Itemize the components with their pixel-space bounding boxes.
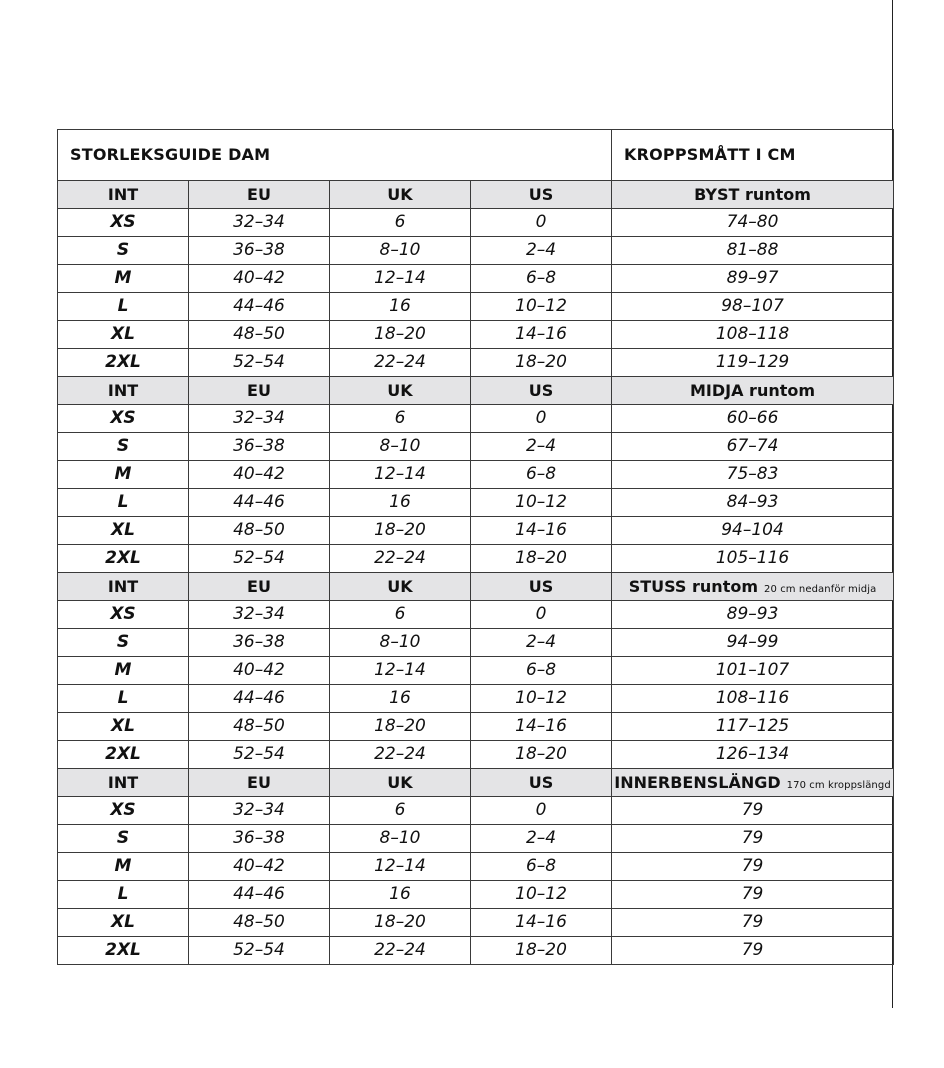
size-eu-cell: 48–50 xyxy=(189,517,330,545)
size-eu-cell: 48–50 xyxy=(189,321,330,349)
size-eu-cell: 52–54 xyxy=(189,741,330,769)
size-uk-cell: 16 xyxy=(330,293,471,321)
size-us-cell: 0 xyxy=(471,601,612,629)
column-header-us: US xyxy=(471,573,612,601)
size-eu-cell: 32–34 xyxy=(189,209,330,237)
measurement-value-cell: 79 xyxy=(612,853,894,881)
table-row xyxy=(58,433,894,461)
measurement-value-cell: 105–116 xyxy=(612,545,894,573)
table-row xyxy=(58,237,894,265)
size-us-cell: 14–16 xyxy=(471,909,612,937)
size-int-cell: M xyxy=(58,657,189,685)
size-int-cell: S xyxy=(58,825,189,853)
column-header-uk: UK xyxy=(330,377,471,405)
measurement-note: 20 cm nedanför midja xyxy=(764,583,877,595)
size-eu-cell: 40–42 xyxy=(189,265,330,293)
measurement-value-cell: 94–99 xyxy=(612,629,894,657)
size-us-cell: 0 xyxy=(471,209,612,237)
size-int-cell: S xyxy=(58,237,189,265)
size-us-cell: 6–8 xyxy=(471,657,612,685)
section-header-row xyxy=(58,181,894,209)
size-int-cell: 2XL xyxy=(58,937,189,965)
column-header-us: US xyxy=(471,181,612,209)
size-uk-cell: 6 xyxy=(330,405,471,433)
table-title: STORLEKSGUIDE DAM xyxy=(58,130,612,181)
size-uk-cell: 22–24 xyxy=(330,545,471,573)
size-uk-cell: 16 xyxy=(330,881,471,909)
size-us-cell: 10–12 xyxy=(471,881,612,909)
column-header-int: INT xyxy=(58,377,189,405)
size-int-cell: XL xyxy=(58,713,189,741)
measurement-value-cell: 79 xyxy=(612,825,894,853)
table-row xyxy=(58,265,894,293)
size-int-cell: XS xyxy=(58,209,189,237)
size-int-cell: M xyxy=(58,265,189,293)
measurement-label: STUSS runtom xyxy=(628,576,758,596)
table-row xyxy=(58,853,894,881)
size-eu-cell: 40–42 xyxy=(189,461,330,489)
measurement-header xyxy=(612,377,894,405)
table-row xyxy=(58,601,894,629)
measurement-label: MIDJA runtom xyxy=(689,380,816,400)
size-us-cell: 14–16 xyxy=(471,713,612,741)
column-header-int: INT xyxy=(58,181,189,209)
size-int-cell: S xyxy=(58,433,189,461)
size-eu-cell: 48–50 xyxy=(189,909,330,937)
size-eu-cell: 44–46 xyxy=(189,293,330,321)
size-us-cell: 2–4 xyxy=(471,825,612,853)
size-us-cell: 2–4 xyxy=(471,629,612,657)
measurement-header xyxy=(612,769,894,797)
measurement-value-cell: 79 xyxy=(612,909,894,937)
measurement-value-cell: 84–93 xyxy=(612,489,894,517)
size-int-cell: XL xyxy=(58,517,189,545)
size-eu-cell: 48–50 xyxy=(189,713,330,741)
measurement-value-cell: 89–97 xyxy=(612,265,894,293)
table-row xyxy=(58,321,894,349)
measure-title: KROPPSMÅTT I CM xyxy=(612,130,894,181)
table-row xyxy=(58,461,894,489)
size-uk-cell: 12–14 xyxy=(330,657,471,685)
table-row xyxy=(58,405,894,433)
measurement-value-cell: 75–83 xyxy=(612,461,894,489)
size-eu-cell: 40–42 xyxy=(189,853,330,881)
size-uk-cell: 8–10 xyxy=(330,629,471,657)
measurement-value-cell: 60–66 xyxy=(612,405,894,433)
measurement-value-cell: 67–74 xyxy=(612,433,894,461)
size-eu-cell: 36–38 xyxy=(189,433,330,461)
title-row xyxy=(58,130,894,181)
column-header-uk: UK xyxy=(330,573,471,601)
measurement-value-cell: 117–125 xyxy=(612,713,894,741)
column-header-eu: EU xyxy=(189,181,330,209)
measurement-value-cell: 81–88 xyxy=(612,237,894,265)
table-row xyxy=(58,797,894,825)
size-us-cell: 10–12 xyxy=(471,489,612,517)
size-uk-cell: 6 xyxy=(330,209,471,237)
table-row xyxy=(58,349,894,377)
size-int-cell: L xyxy=(58,685,189,713)
size-int-cell: L xyxy=(58,293,189,321)
size-eu-cell: 32–34 xyxy=(189,601,330,629)
size-int-cell: L xyxy=(58,489,189,517)
size-int-cell: S xyxy=(58,629,189,657)
column-header-uk: UK xyxy=(330,181,471,209)
size-eu-cell: 44–46 xyxy=(189,489,330,517)
size-uk-cell: 8–10 xyxy=(330,433,471,461)
measurement-value-cell: 126–134 xyxy=(612,741,894,769)
size-us-cell: 10–12 xyxy=(471,293,612,321)
column-header-int: INT xyxy=(58,573,189,601)
column-header-uk: UK xyxy=(330,769,471,797)
size-int-cell: 2XL xyxy=(58,545,189,573)
measurement-note: 170 cm kroppslängd xyxy=(786,779,891,791)
measurement-value-cell: 108–118 xyxy=(612,321,894,349)
measurement-value-cell: 94–104 xyxy=(612,517,894,545)
size-guide-table xyxy=(57,129,894,965)
size-eu-cell: 32–34 xyxy=(189,405,330,433)
size-eu-cell: 36–38 xyxy=(189,629,330,657)
table-row xyxy=(58,713,894,741)
size-uk-cell: 8–10 xyxy=(330,825,471,853)
size-us-cell: 6–8 xyxy=(471,853,612,881)
measurement-value-cell: 79 xyxy=(612,797,894,825)
size-us-cell: 2–4 xyxy=(471,237,612,265)
size-uk-cell: 6 xyxy=(330,797,471,825)
measurement-label: INNERBENSLÄNGD xyxy=(614,772,781,792)
size-uk-cell: 18–20 xyxy=(330,713,471,741)
table-row xyxy=(58,657,894,685)
section-header-row xyxy=(58,769,894,797)
size-uk-cell: 22–24 xyxy=(330,349,471,377)
measurement-value-cell: 98–107 xyxy=(612,293,894,321)
size-us-cell: 18–20 xyxy=(471,741,612,769)
table-row xyxy=(58,629,894,657)
size-us-cell: 14–16 xyxy=(471,517,612,545)
size-us-cell: 2–4 xyxy=(471,433,612,461)
measurement-value-cell: 89–93 xyxy=(612,601,894,629)
size-us-cell: 0 xyxy=(471,797,612,825)
column-header-us: US xyxy=(471,377,612,405)
table-row xyxy=(58,937,894,965)
size-int-cell: XS xyxy=(58,601,189,629)
size-uk-cell: 22–24 xyxy=(330,741,471,769)
size-us-cell: 18–20 xyxy=(471,349,612,377)
column-header-eu: EU xyxy=(189,573,330,601)
size-int-cell: XS xyxy=(58,405,189,433)
size-uk-cell: 8–10 xyxy=(330,237,471,265)
size-eu-cell: 44–46 xyxy=(189,881,330,909)
size-int-cell: XL xyxy=(58,321,189,349)
table-row xyxy=(58,517,894,545)
table-row xyxy=(58,293,894,321)
size-eu-cell: 52–54 xyxy=(189,545,330,573)
table-row xyxy=(58,489,894,517)
size-eu-cell: 36–38 xyxy=(189,825,330,853)
size-uk-cell: 18–20 xyxy=(330,517,471,545)
size-int-cell: M xyxy=(58,461,189,489)
section-header-row xyxy=(58,377,894,405)
column-header-int: INT xyxy=(58,769,189,797)
size-us-cell: 10–12 xyxy=(471,685,612,713)
size-uk-cell: 18–20 xyxy=(330,909,471,937)
table-row xyxy=(58,685,894,713)
table-row xyxy=(58,909,894,937)
size-uk-cell: 12–14 xyxy=(330,853,471,881)
size-uk-cell: 18–20 xyxy=(330,321,471,349)
size-us-cell: 6–8 xyxy=(471,461,612,489)
size-eu-cell: 32–34 xyxy=(189,797,330,825)
size-us-cell: 14–16 xyxy=(471,321,612,349)
table-row xyxy=(58,209,894,237)
column-header-eu: EU xyxy=(189,377,330,405)
table-row xyxy=(58,881,894,909)
measurement-value-cell: 79 xyxy=(612,937,894,965)
size-eu-cell: 44–46 xyxy=(189,685,330,713)
size-uk-cell: 22–24 xyxy=(330,937,471,965)
measurement-header xyxy=(612,573,894,601)
table-row xyxy=(58,825,894,853)
column-header-eu: EU xyxy=(189,769,330,797)
size-eu-cell: 52–54 xyxy=(189,937,330,965)
measurement-value-cell: 74–80 xyxy=(612,209,894,237)
size-us-cell: 6–8 xyxy=(471,265,612,293)
measurement-value-cell: 101–107 xyxy=(612,657,894,685)
measurement-value-cell: 79 xyxy=(612,881,894,909)
column-header-us: US xyxy=(471,769,612,797)
size-eu-cell: 36–38 xyxy=(189,237,330,265)
size-uk-cell: 6 xyxy=(330,601,471,629)
size-uk-cell: 16 xyxy=(330,685,471,713)
size-eu-cell: 52–54 xyxy=(189,349,330,377)
measurement-value-cell: 119–129 xyxy=(612,349,894,377)
size-uk-cell: 12–14 xyxy=(330,265,471,293)
size-int-cell: L xyxy=(58,881,189,909)
size-int-cell: 2XL xyxy=(58,741,189,769)
table-row xyxy=(58,545,894,573)
size-us-cell: 18–20 xyxy=(471,937,612,965)
size-us-cell: 18–20 xyxy=(471,545,612,573)
size-int-cell: XS xyxy=(58,797,189,825)
size-int-cell: 2XL xyxy=(58,349,189,377)
size-uk-cell: 12–14 xyxy=(330,461,471,489)
measurement-value-cell: 108–116 xyxy=(612,685,894,713)
table-row xyxy=(58,741,894,769)
size-uk-cell: 16 xyxy=(330,489,471,517)
size-int-cell: M xyxy=(58,853,189,881)
measurement-header xyxy=(612,181,894,209)
section-header-row xyxy=(58,573,894,601)
size-us-cell: 0 xyxy=(471,405,612,433)
measurement-label: BYST runtom xyxy=(694,184,811,204)
size-int-cell: XL xyxy=(58,909,189,937)
size-eu-cell: 40–42 xyxy=(189,657,330,685)
